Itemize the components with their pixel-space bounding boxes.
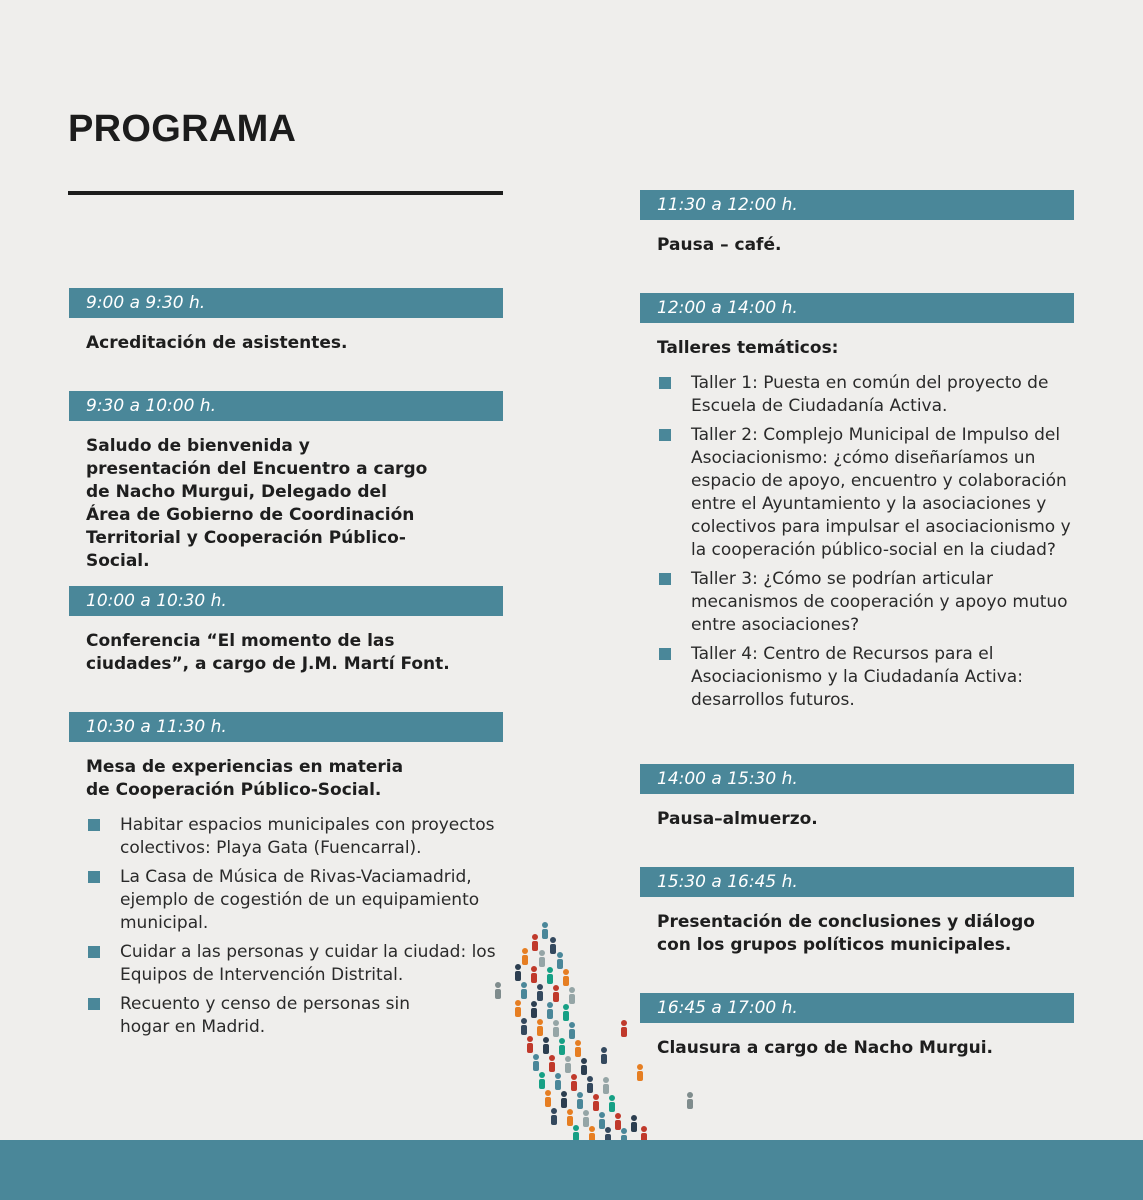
square-bullet-icon	[88, 871, 100, 883]
session-heading: Pausa–almuerzo.	[657, 809, 818, 829]
session-heading: Conferencia “El momento de las ciudades”, a cargo de J.M. Martí Font.	[86, 631, 450, 674]
session	[640, 190, 1074, 257]
person-figures	[495, 922, 693, 1144]
footer-bar	[0, 1140, 1143, 1200]
session	[640, 293, 1074, 718]
experience-list	[86, 814, 503, 1039]
session-heading: Saludo de bienvenida y presentación del Encuentro a cargo de Nacho Murgui, Delegado del Área de Gobierno de Coordinación Territorial y Cooperación Público-Social.	[86, 436, 428, 571]
time-band: 14:00 a 15:30 h.	[640, 764, 1074, 794]
workshop-list	[657, 372, 1074, 712]
square-bullet-icon	[659, 573, 671, 585]
square-bullet-icon	[88, 946, 100, 958]
square-bullet-icon	[659, 648, 671, 660]
time-band: 11:30 a 12:00 h.	[640, 190, 1074, 220]
time-band: 9:30 a 10:00 h.	[69, 391, 503, 421]
session	[640, 764, 1074, 831]
list-item: Taller 4: Centro de Recursos para el Asociacionismo y la Ciudadanía Activa: desarrollos futuros.	[657, 643, 1074, 712]
square-bullet-icon	[88, 819, 100, 831]
session	[69, 288, 503, 355]
session-heading: Mesa de experiencias en materia de Cooperación Público-Social.	[86, 757, 404, 800]
session	[69, 586, 503, 676]
list-item: Habitar espacios municipales con proyectos colectivos: Playa Gata (Fuencarral).	[86, 814, 503, 860]
list-item: Recuento y censo de personas sin hogar en Madrid.	[86, 993, 420, 1039]
time-band: 16:45 a 17:00 h.	[640, 993, 1074, 1023]
time-band: 15:30 a 16:45 h.	[640, 867, 1074, 897]
square-bullet-icon	[88, 998, 100, 1010]
session	[69, 712, 503, 1045]
time-band: 12:00 a 14:00 h.	[640, 293, 1074, 323]
time-band: 9:00 a 9:30 h.	[69, 288, 503, 318]
time-band: 10:30 a 11:30 h.	[69, 712, 503, 742]
session-heading: Clausura a cargo de Nacho Murgui.	[657, 1038, 994, 1058]
square-bullet-icon	[659, 429, 671, 441]
session-heading: Pausa – café.	[657, 235, 782, 255]
list-item: Cuidar a las personas y cuidar la ciudad: los Equipos de Intervención Distrital.	[86, 941, 503, 987]
session-heading: Talleres temáticos:	[657, 338, 839, 358]
list-item: Taller 3: ¿Cómo se podrían articular mecanismos de cooperación y apoyo mutuo entre asociaciones?	[657, 568, 1074, 637]
session-heading: Presentación de conclusiones y diálogo con los grupos políticos municipales.	[657, 912, 1035, 955]
session-heading: Acreditación de asistentes.	[86, 333, 348, 353]
square-bullet-icon	[659, 377, 671, 389]
time-band: 10:00 a 10:30 h.	[69, 586, 503, 616]
title-rule	[68, 191, 503, 195]
list-item: La Casa de Música de Rivas-Vaciamadrid, ejemplo de cogestión de un equipamiento municipal.	[86, 866, 503, 935]
list-item: Taller 2: Complejo Municipal de Impulso del Asociacionismo: ¿cómo diseñaríamos un espacio de apoyo, encuentro y colaboración entre el Ayuntamiento y la asociaciones y colectivos para impulsar el asociacionismo y la cooperación público-social en la ciudad?	[657, 424, 1074, 562]
page-title: PROGRAMA	[68, 108, 297, 150]
crowd-illustration	[480, 915, 710, 1145]
list-item: Taller 1: Puesta en común del proyecto de Escuela de Ciudadanía Activa.	[657, 372, 1074, 418]
session	[69, 391, 503, 573]
